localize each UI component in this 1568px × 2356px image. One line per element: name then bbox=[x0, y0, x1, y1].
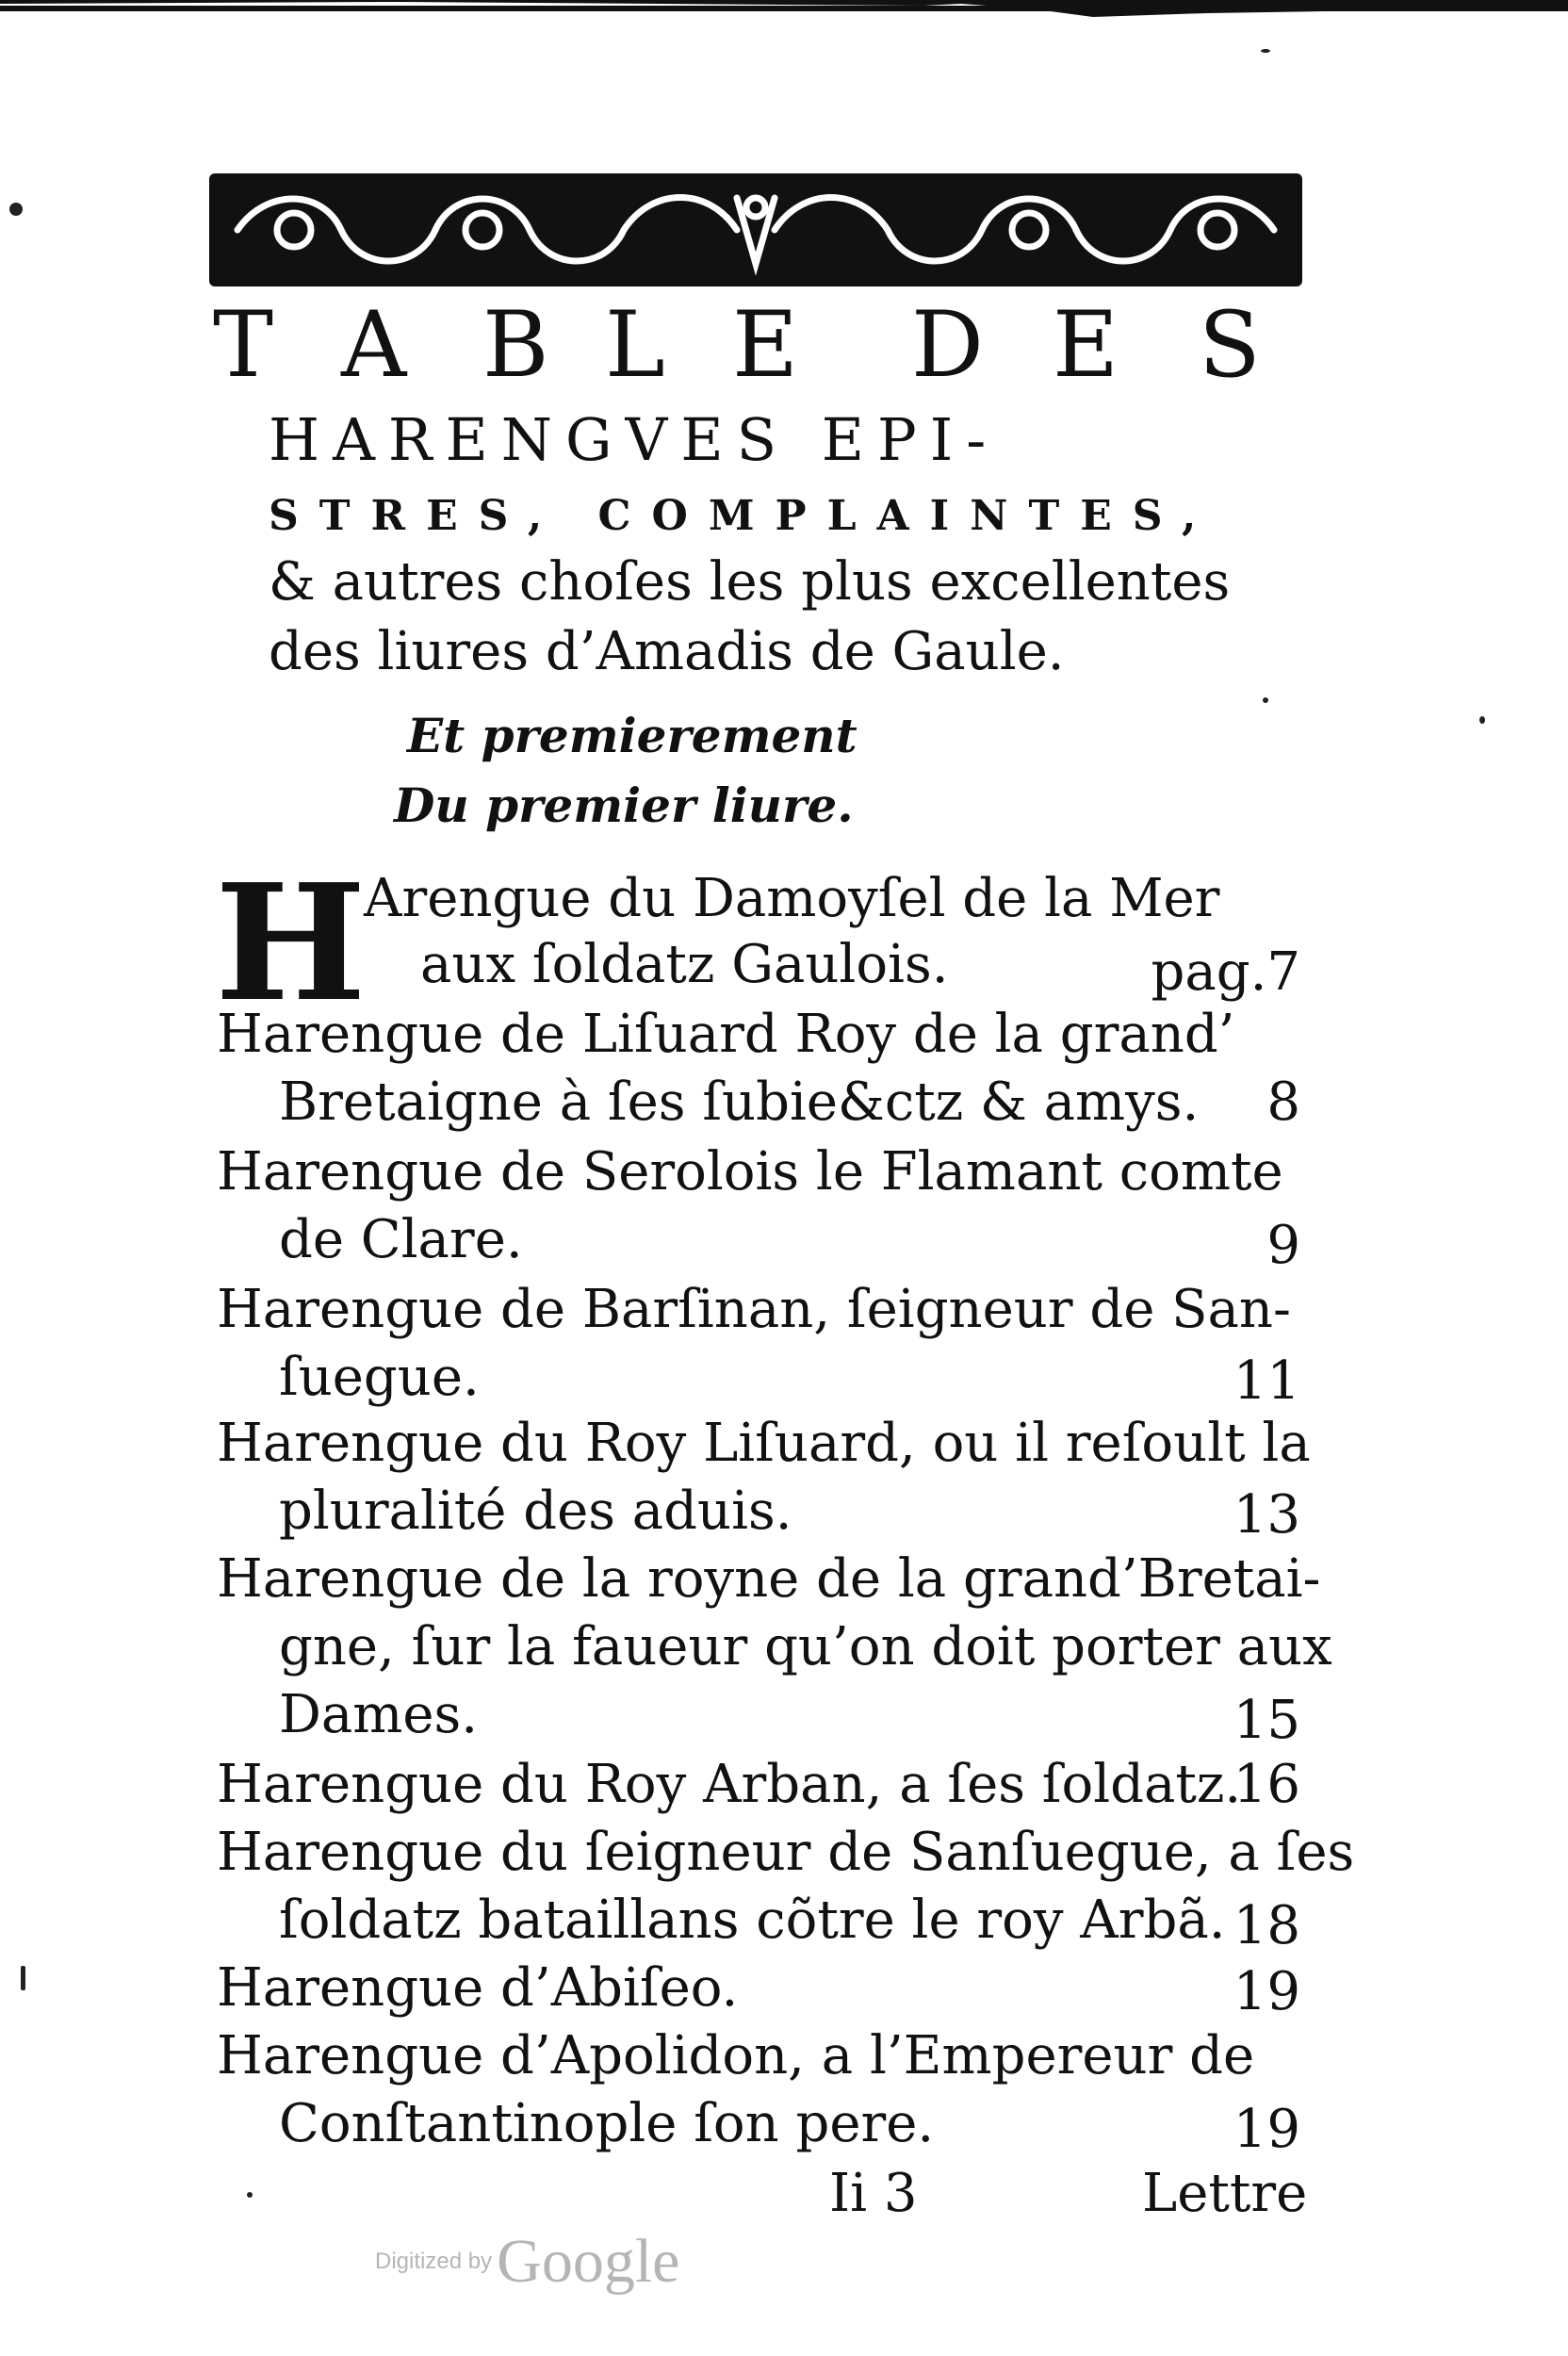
title-letter: A bbox=[341, 292, 407, 398]
catchword: Lettre bbox=[1142, 2163, 1308, 2224]
entry-text: Harengue d’Abiſeo. bbox=[217, 1957, 739, 2019]
entry-text: Harengue de la royne de la grand’Bretai- bbox=[217, 1548, 1321, 1610]
entry-text: Harengue de Barſinan, ſeigneur de San- bbox=[217, 1279, 1291, 1340]
entry-page: 15 bbox=[1233, 1690, 1300, 1751]
entry-text: Arengue du Damoyſel de la Mer bbox=[364, 868, 1220, 929]
title-letter: T bbox=[213, 292, 274, 398]
watermark-prefix: Digitized by bbox=[375, 2249, 493, 2274]
entry-page: 18 bbox=[1233, 1895, 1300, 1956]
entry-page: 13 bbox=[1233, 1484, 1300, 1546]
title-letter: S bbox=[1199, 292, 1261, 398]
entry-text: aux ſoldatz Gaulois. bbox=[420, 934, 949, 995]
entry-text: Dames. bbox=[279, 1684, 479, 1745]
scan-speck bbox=[247, 2192, 253, 2198]
entry-page: 19 bbox=[1233, 2099, 1300, 2160]
watermark-brand: Google bbox=[497, 2227, 680, 2296]
entry-text: Harengue du ſeigneur de Sanſuegue, a ſes bbox=[217, 1822, 1355, 1883]
subtitle-line-2: STRES, COMPLAINTES, bbox=[269, 492, 1217, 540]
scan-speck bbox=[21, 1966, 25, 1990]
scan-speck bbox=[1261, 49, 1270, 53]
entry-text: ſoldatz bataillans cõtre le roy Arbã. bbox=[279, 1890, 1226, 1951]
entry-text: Harengue du Roy Arban, a ſes ſoldatz. bbox=[217, 1754, 1242, 1815]
title-letter: B bbox=[482, 292, 549, 398]
title-letter: E bbox=[1053, 292, 1119, 398]
title-letter: E bbox=[732, 292, 799, 398]
drop-capital: H bbox=[215, 849, 367, 1038]
entry-text: Conſtantinople ſon pere. bbox=[279, 2093, 935, 2154]
subtitle-line-3: & autres choſes les plus excellentes bbox=[269, 551, 1231, 613]
scan-top-edge bbox=[0, 0, 1568, 28]
scan-speck bbox=[1479, 716, 1485, 724]
title-letter: L bbox=[605, 292, 665, 398]
entry-page: 8 bbox=[1266, 1072, 1300, 1133]
entry-page: pag.7 bbox=[1151, 941, 1300, 1003]
entry-text: ſuegue. bbox=[279, 1347, 480, 1408]
entry-text: Harengue du Roy Liſuard, ou il reſoult la bbox=[217, 1413, 1311, 1474]
entry-page: 9 bbox=[1266, 1215, 1300, 1276]
entry-page: 16 bbox=[1233, 1754, 1300, 1815]
entry-text: gne, ſur la faueur qu’on doit porter aux bbox=[279, 1616, 1332, 1677]
intro-line-1: Et premierement bbox=[407, 708, 858, 763]
subtitle-line-1: HARENGVES EPI- bbox=[269, 405, 1000, 474]
ornamental-headpiece bbox=[209, 170, 1302, 290]
entry-page: 11 bbox=[1233, 1350, 1300, 1412]
scan-speck bbox=[1263, 697, 1268, 703]
subtitle-line-4: des liures d’Amadis de Gaule. bbox=[269, 621, 1065, 682]
entry-page: 19 bbox=[1233, 1961, 1300, 2022]
intro-line-2: Du premier liure. bbox=[394, 777, 854, 833]
entry-text: Harengue de Serolois le Flamant comte bbox=[217, 1141, 1283, 1203]
entry-text: de Clare. bbox=[279, 1209, 523, 1270]
entry-text: Bretaigne à ſes ſubie&ctz & amys. bbox=[279, 1072, 1200, 1133]
digitized-watermark bbox=[375, 2226, 679, 2298]
entry-text: Harengue d’Apolidon, a l’Empereur de bbox=[217, 2025, 1255, 2086]
title-letter: D bbox=[911, 292, 984, 398]
scan-speck bbox=[9, 203, 23, 216]
entry-text: pluralité des aduis. bbox=[279, 1481, 792, 1542]
entry-text: Harengue de Liſuard Roy de la grand’ bbox=[217, 1004, 1235, 1065]
signature-mark: Ii 3 bbox=[829, 2163, 918, 2224]
